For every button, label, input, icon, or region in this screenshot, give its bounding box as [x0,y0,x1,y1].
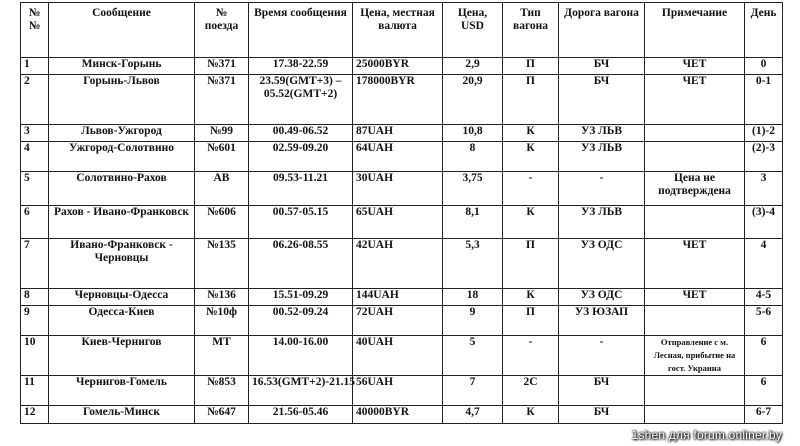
cell-route: Одесса-Киев [49,306,195,336]
cell-number: 10 [21,336,49,376]
cell-car-type: К [503,125,559,142]
cell-time: 00.49-06.52 [249,125,353,142]
header-railway: Дорога вагона [559,3,645,58]
table-row [21,125,783,142]
cell-railway: УЗ ЛЬВ [559,142,645,172]
header-note: Примечание [645,3,745,58]
cell-car-type: П [503,58,559,75]
header-car-type: Тип вагона [503,3,559,58]
cell-number: 11 [21,376,49,406]
cell-price-local: 178000BYR [353,75,443,125]
table-row [21,306,783,336]
cell-route: Черновцы-Одесса [49,289,195,306]
cell-train: №606 [195,206,249,239]
cell-day: 3 [745,172,783,206]
cell-car-type: П [503,239,559,289]
cell-note [645,406,745,424]
cell-price-usd: 5 [443,336,503,376]
cell-number: 7 [21,239,49,289]
header-price-usd: Цена, USD [443,3,503,58]
cell-number: 4 [21,142,49,172]
cell-railway: УЗ ЛЬВ [559,206,645,239]
cell-price-usd: 18 [443,289,503,306]
cell-route: Горынь-Львов [49,75,195,125]
header-day: День [745,3,783,58]
cell-time: 15.51-09.29 [249,289,353,306]
cell-note [645,376,745,406]
table-row [21,172,783,206]
cell-note: ЧЕТ [645,289,745,306]
watermark: 1shen для forum.onliner.by [631,428,782,442]
cell-day: 6-7 [745,406,783,424]
cell-number: 9 [21,306,49,336]
table-row [21,289,783,306]
cell-route: Минск-Горынь [49,58,195,75]
table-row [21,336,783,376]
cell-price-usd: 20,9 [443,75,503,125]
cell-note: ЧЕТ [645,75,745,125]
cell-price-usd: 7 [443,376,503,406]
table-row [21,75,783,125]
cell-day: 6 [745,376,783,406]
cell-route: Солотвино-Рахов [49,172,195,206]
cell-day: (3)-4 [745,206,783,239]
cell-price-local: 144UAH [353,289,443,306]
cell-price-local: 42UAH [353,239,443,289]
cell-railway: БЧ [559,75,645,125]
cell-train: №601 [195,142,249,172]
cell-train: №371 [195,75,249,125]
cell-car-type: 2С [503,376,559,406]
cell-time: 14.00-16.00 [249,336,353,376]
cell-railway: УЗ ЛЬВ [559,125,645,142]
cell-railway: - [559,336,645,376]
header-time: Время сообщения [249,3,353,58]
cell-time: 16.53(GMT+2)-21.15 [249,376,353,406]
cell-route: Киев-Чернигов [49,336,195,376]
cell-price-local: 25000BYR [353,58,443,75]
cell-note: Отправление с м. Лесная, прибытие на гост. Украина [645,336,745,376]
cell-time: 21.56-05.46 [249,406,353,424]
cell-price-usd: 8 [443,142,503,172]
cell-train: №10ф [195,306,249,336]
cell-note [645,142,745,172]
cell-price-usd: 4,7 [443,406,503,424]
cell-railway: БЧ [559,58,645,75]
cell-day: (2)-3 [745,142,783,172]
cell-route: Чернигов-Гомель [49,376,195,406]
cell-note [645,306,745,336]
cell-price-usd: 5,3 [443,239,503,289]
cell-train: №853 [195,376,249,406]
table-row [21,406,783,424]
cell-price-local: 87UAH [353,125,443,142]
cell-car-type: - [503,172,559,206]
cell-time: 00.57-05.15 [249,206,353,239]
header-price-local: Цена, местная валюта [353,3,443,58]
cell-time: 17.38-22.59 [249,58,353,75]
cell-railway: БЧ [559,406,645,424]
cell-car-type: К [503,206,559,239]
header-number: № № [21,3,49,58]
cell-number: 3 [21,125,49,142]
cell-note: Цена не подтверждена [645,172,745,206]
cell-route: Львов-Ужгород [49,125,195,142]
cell-time: 09.53-11.21 [249,172,353,206]
cell-railway: УЗ ЮЗАП [559,306,645,336]
cell-note [645,125,745,142]
cell-train: №371 [195,58,249,75]
table-row [21,142,783,172]
cell-day: (1)-2 [745,125,783,142]
cell-price-usd: 10,8 [443,125,503,142]
cell-number: 2 [21,75,49,125]
cell-day: 4 [745,239,783,289]
table-row [21,58,783,75]
header-train: № поезда [195,3,249,58]
cell-day: 6 [745,336,783,376]
table-row [21,376,783,406]
cell-car-type: - [503,336,559,376]
cell-train: АВ [195,172,249,206]
route-table [20,2,783,424]
cell-number: 6 [21,206,49,239]
cell-car-type: К [503,406,559,424]
table-header-row [21,3,783,58]
cell-note: ЧЕТ [645,58,745,75]
cell-train: №99 [195,125,249,142]
cell-route: Ужгород-Солотвино [49,142,195,172]
cell-route: Гомель-Минск [49,406,195,424]
cell-car-type: П [503,75,559,125]
cell-price-local: 72UAH [353,306,443,336]
table-row [21,206,783,239]
cell-train: №647 [195,406,249,424]
cell-number: 1 [21,58,49,75]
cell-railway: - [559,172,645,206]
cell-price-local: 30UAH [353,172,443,206]
cell-note [645,206,745,239]
cell-day: 4-5 [745,289,783,306]
cell-route: Рахов - Ивано-Франковск [49,206,195,239]
cell-car-type: П [503,306,559,336]
cell-price-local: 56UAH [353,376,443,406]
cell-route: Ивано-Франковск - Черновцы [49,239,195,289]
cell-price-local: 64UAH [353,142,443,172]
cell-number: 5 [21,172,49,206]
cell-price-usd: 3,75 [443,172,503,206]
cell-time: 23.59(GMT+3) – 05.52(GMT+2) [249,75,353,125]
cell-price-local: 40000BYR [353,406,443,424]
cell-car-type: К [503,142,559,172]
cell-train: №136 [195,289,249,306]
cell-railway: УЗ ОДС [559,289,645,306]
cell-time: 02.59-09.20 [249,142,353,172]
cell-train: МТ [195,336,249,376]
cell-day: 0-1 [745,75,783,125]
cell-number: 8 [21,289,49,306]
header-route: Сообщение [49,3,195,58]
cell-train: №135 [195,239,249,289]
cell-price-local: 40UAH [353,336,443,376]
cell-number: 12 [21,406,49,424]
cell-day: 5-6 [745,306,783,336]
cell-railway: БЧ [559,376,645,406]
cell-time: 06.26-08.55 [249,239,353,289]
table-row [21,239,783,289]
cell-day: 0 [745,58,783,75]
cell-time: 00.52-09.24 [249,306,353,336]
cell-price-usd: 2,9 [443,58,503,75]
cell-note: ЧЕТ [645,239,745,289]
cell-price-usd: 8,1 [443,206,503,239]
cell-price-usd: 9 [443,306,503,336]
cell-price-local: 65UAH [353,206,443,239]
cell-car-type: К [503,289,559,306]
cell-railway: УЗ ОДС [559,239,645,289]
